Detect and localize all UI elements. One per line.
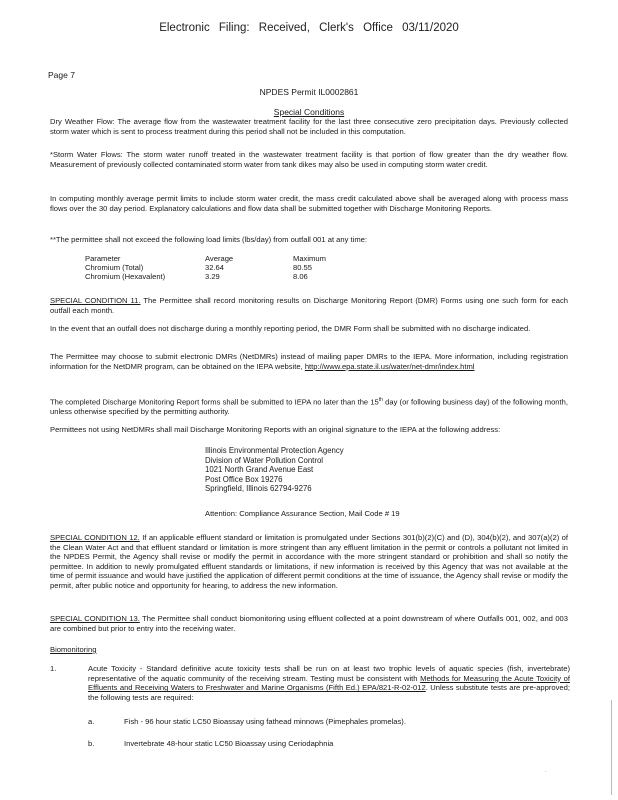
address-line: Division of Water Pollution Control — [205, 455, 324, 465]
sub-item-letter: a. — [88, 717, 95, 726]
condition-13-text: The Permittee shall conduct biomonitoring using effluent collected at a point downstream of where Outfalls 001, 002, and 003 are combined but prior to entry into the receiving water. — [50, 614, 568, 633]
load-limits-paragraph: **The permittee shall not exceed the following load limits (lbs/day) from outfall 001 at any time: — [50, 235, 367, 244]
page-number: Page 7 — [48, 70, 75, 80]
row-maximum: 80.55 — [293, 263, 313, 273]
netdmr-paragraph — [50, 352, 568, 371]
netdmr-link[interactable]: http://www.epa.state.il.us/water/net-dmr/index.html — [304, 361, 475, 371]
address-line: 1021 North Grand Avenue East — [205, 465, 314, 475]
address-line: Springfield, Illinois 62794-9276 — [205, 484, 312, 494]
acute-toxicity-item — [50, 664, 570, 702]
header-average: Average — [205, 254, 234, 263]
methods-reference: Methods for Measuring the Acute Toxicity of Effluents and Receiving Waters to Freshwater and Marine Organisms (Fifth Ed.) EPA/821-R-02-012 — [88, 673, 570, 693]
completed-forms-paragraph — [50, 396, 568, 417]
item-text — [88, 664, 570, 702]
condition-12-paragraph — [50, 533, 568, 591]
filing-stamp-header: Electronic Filing: Received, Clerk's Office 03/11/2020 — [159, 22, 459, 34]
netdmr-text: The Permittee may choose to submit electronic DMRs (NetDMRs) instead of mailing paper DMRs to the IEPA. More information, including registration information for the NetDMR program, can be obtained on the IEPA website, — [50, 352, 568, 371]
completed-text-b: day (or following business day) of the following month, unless otherwise specified by the permitting authority. — [50, 397, 568, 417]
section-title: Special Conditions — [273, 107, 345, 117]
permit-number: NPDES Permit IL0002861 — [259, 87, 359, 97]
completed-text-a: The completed Discharge Monitoring Report forms shall be submitted to IEPA no later than the 15 — [50, 397, 379, 407]
attention-line: Attention: Compliance Assurance Section, Mail Code # 19 — [205, 509, 400, 518]
not-using-netdmr-paragraph: Permittees not using NetDMRs shall mail Discharge Monitoring Reports with an original signature to the IEPA at the following address: — [50, 425, 501, 434]
sub-item-a — [88, 717, 406, 726]
margin-mark: . — [545, 768, 547, 774]
row-maximum: 8.06 — [293, 272, 308, 282]
sub-item-text: Invertebrate 48-hour static LC50 Bioassay using Ceriodaphnia — [124, 739, 334, 748]
storm-water-paragraph: *Storm Water Flows: The storm water runoff treated in the wastewater treatment facility is that portion of flow greater than the dry weather flow. Measurement of previously collected contaminated storm water from tank dikes may also be used in computing storm water credit. — [50, 150, 568, 169]
header-parameter: Parameter — [85, 254, 121, 263]
address-line: Post Office Box 19276 — [205, 474, 283, 484]
table-row — [85, 272, 353, 281]
condition-12-label: SPECIAL CONDITION 12. — [50, 533, 140, 542]
acute-text-b: . Unless substitute tests are pre-approved; the following tests are required: — [88, 683, 570, 702]
condition-13-paragraph — [50, 614, 568, 633]
sub-item-text: Fish - 96 hour static LC50 Bioassay using fathead minnows (Pimephales promelas). — [124, 717, 406, 726]
load-limits-table — [85, 254, 353, 282]
row-average: 32.64 — [205, 263, 225, 273]
no-discharge-paragraph: In the event that an outfall does not discharge during a monthly reporting period, the DMR Form shall be submitted with no discharge indicated. — [50, 324, 531, 333]
mailing-address — [205, 446, 344, 494]
acute-text-a: Acute Toxicity - Standard definitive acute toxicity tests shall be run on at least two trophic levels of aquatic species (fish, invertebrate) representative of the aquatic community of the receiving stream. Testing must be consistent with — [88, 664, 570, 683]
completed-superscript: th — [378, 397, 383, 403]
table-row — [85, 263, 353, 272]
sub-item-letter: b. — [88, 739, 95, 748]
header-maximum: Maximum — [293, 254, 326, 263]
sub-item-b — [88, 739, 333, 748]
scan-edge-line — [611, 700, 612, 795]
condition-13-label: SPECIAL CONDITION 13. — [50, 614, 140, 623]
address-line: Illinois Environmental Protection Agency — [205, 446, 344, 455]
row-parameter: Chromium (Hexavalent) — [85, 272, 166, 282]
condition-11-label: SPECIAL CONDITION 11. — [50, 296, 141, 305]
row-average: 3.29 — [205, 272, 220, 282]
biomonitoring-heading: Biomonitoring — [50, 645, 97, 654]
item-number: 1. — [50, 664, 57, 673]
dry-weather-paragraph: Dry Weather Flow: The average flow from the wastewater treatment facility for the last three consecutive zero precipitation days. Previously collected storm water which is sent to process treatment during this period shall not be included in this computation. — [50, 117, 568, 136]
condition-12-text: If an applicable effluent standard or limitation is promulgated under Sections 301(b)(2)(C) and (D), 304(b)(2), and 307(a)(2) of the Clean Water Act and that effluent standard or limitation is more stringent than any effluent limitation in the permit or controls a pollutant not limited in the NPDES Permit, the Agency shall revise or modify the permit in accordance with the more stringent standard or prohibition and shall so notify the permittee. In addition to newly promulgated effluent standards or limitations, if new information is received by this Agency that was not available at the time of permit issuance and would have justified the application of different permit conditions at the time of issuance, the Agency shall revise or modify the permit, after public notice and opportunity for hearing, to address the new information. — [50, 533, 568, 590]
row-parameter: Chromium (Total) — [85, 263, 144, 273]
computing-paragraph: In computing monthly average permit limits to include storm water credit, the mass credit calculated above shall be averaged along with process mass flows over the 30 day period. Explanatory calculations and flow data shall be submitted together with Discharge Monitoring Reports. — [50, 194, 568, 213]
condition-11-paragraph — [50, 296, 568, 315]
condition-11-text: The Permittee shall record monitoring results on Discharge Monitoring Report (DMR) Forms using one such form for each outfall each month. — [50, 296, 568, 315]
table-header-row — [85, 254, 353, 263]
